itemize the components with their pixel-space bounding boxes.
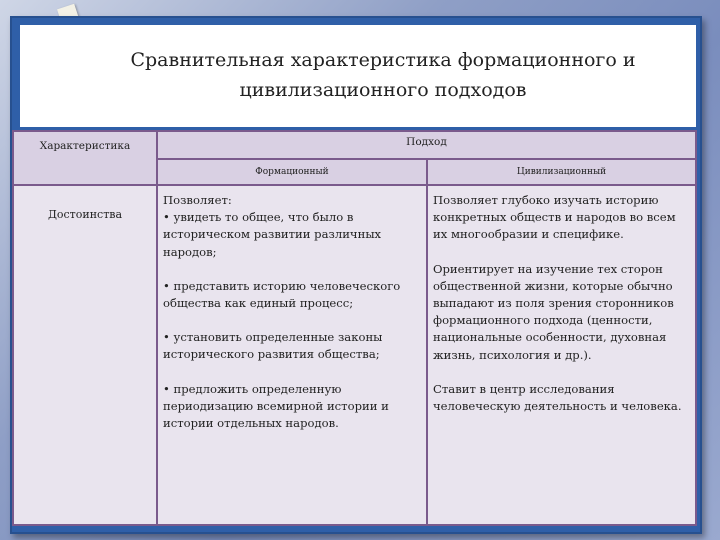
formational-paragraph: • предложить определенную периодизацию всемирной истории и истории отдельных народов. xyxy=(163,381,389,431)
civilizational-advantages-cell xyxy=(427,185,696,525)
header-characteristic: Характеристика xyxy=(13,131,157,185)
title-box xyxy=(20,25,696,127)
slide-title: Сравнительная характеристика формационного и цивилизационного подходов xyxy=(130,49,636,101)
formational-paragraph: Позволяет: • увидеть то общее, что было в историческом развитии различных народов; xyxy=(163,193,382,259)
header-civilizational: Цивилизационный xyxy=(427,159,696,185)
comparison-table xyxy=(12,130,697,526)
civilizational-paragraph: Позволяет глубоко изучать историю конкретных обществ и народов во всем их многообразии и специфике. xyxy=(433,193,676,242)
formational-paragraph: • представить историю человеческого общества как единый процесс; xyxy=(163,278,401,311)
civilizational-paragraph: Ориентирует на изучение тех сторон общественной жизни, которые обычно выпадают из поля зрения сторонников формационного подхода (ценности, национальные особенности, духовная жизнь, психология и др.). xyxy=(433,261,674,362)
civilizational-paragraph: Ставит в центр исследования человеческую деятельность и человека. xyxy=(433,381,682,414)
header-formational: Формационный xyxy=(157,159,427,185)
header-approach: Подход xyxy=(157,131,696,159)
formational-paragraph: • установить определенные законы исторического развития общества; xyxy=(163,330,383,362)
formational-advantages-cell xyxy=(157,185,427,525)
row-label-advantages: Достоинства xyxy=(13,185,157,525)
